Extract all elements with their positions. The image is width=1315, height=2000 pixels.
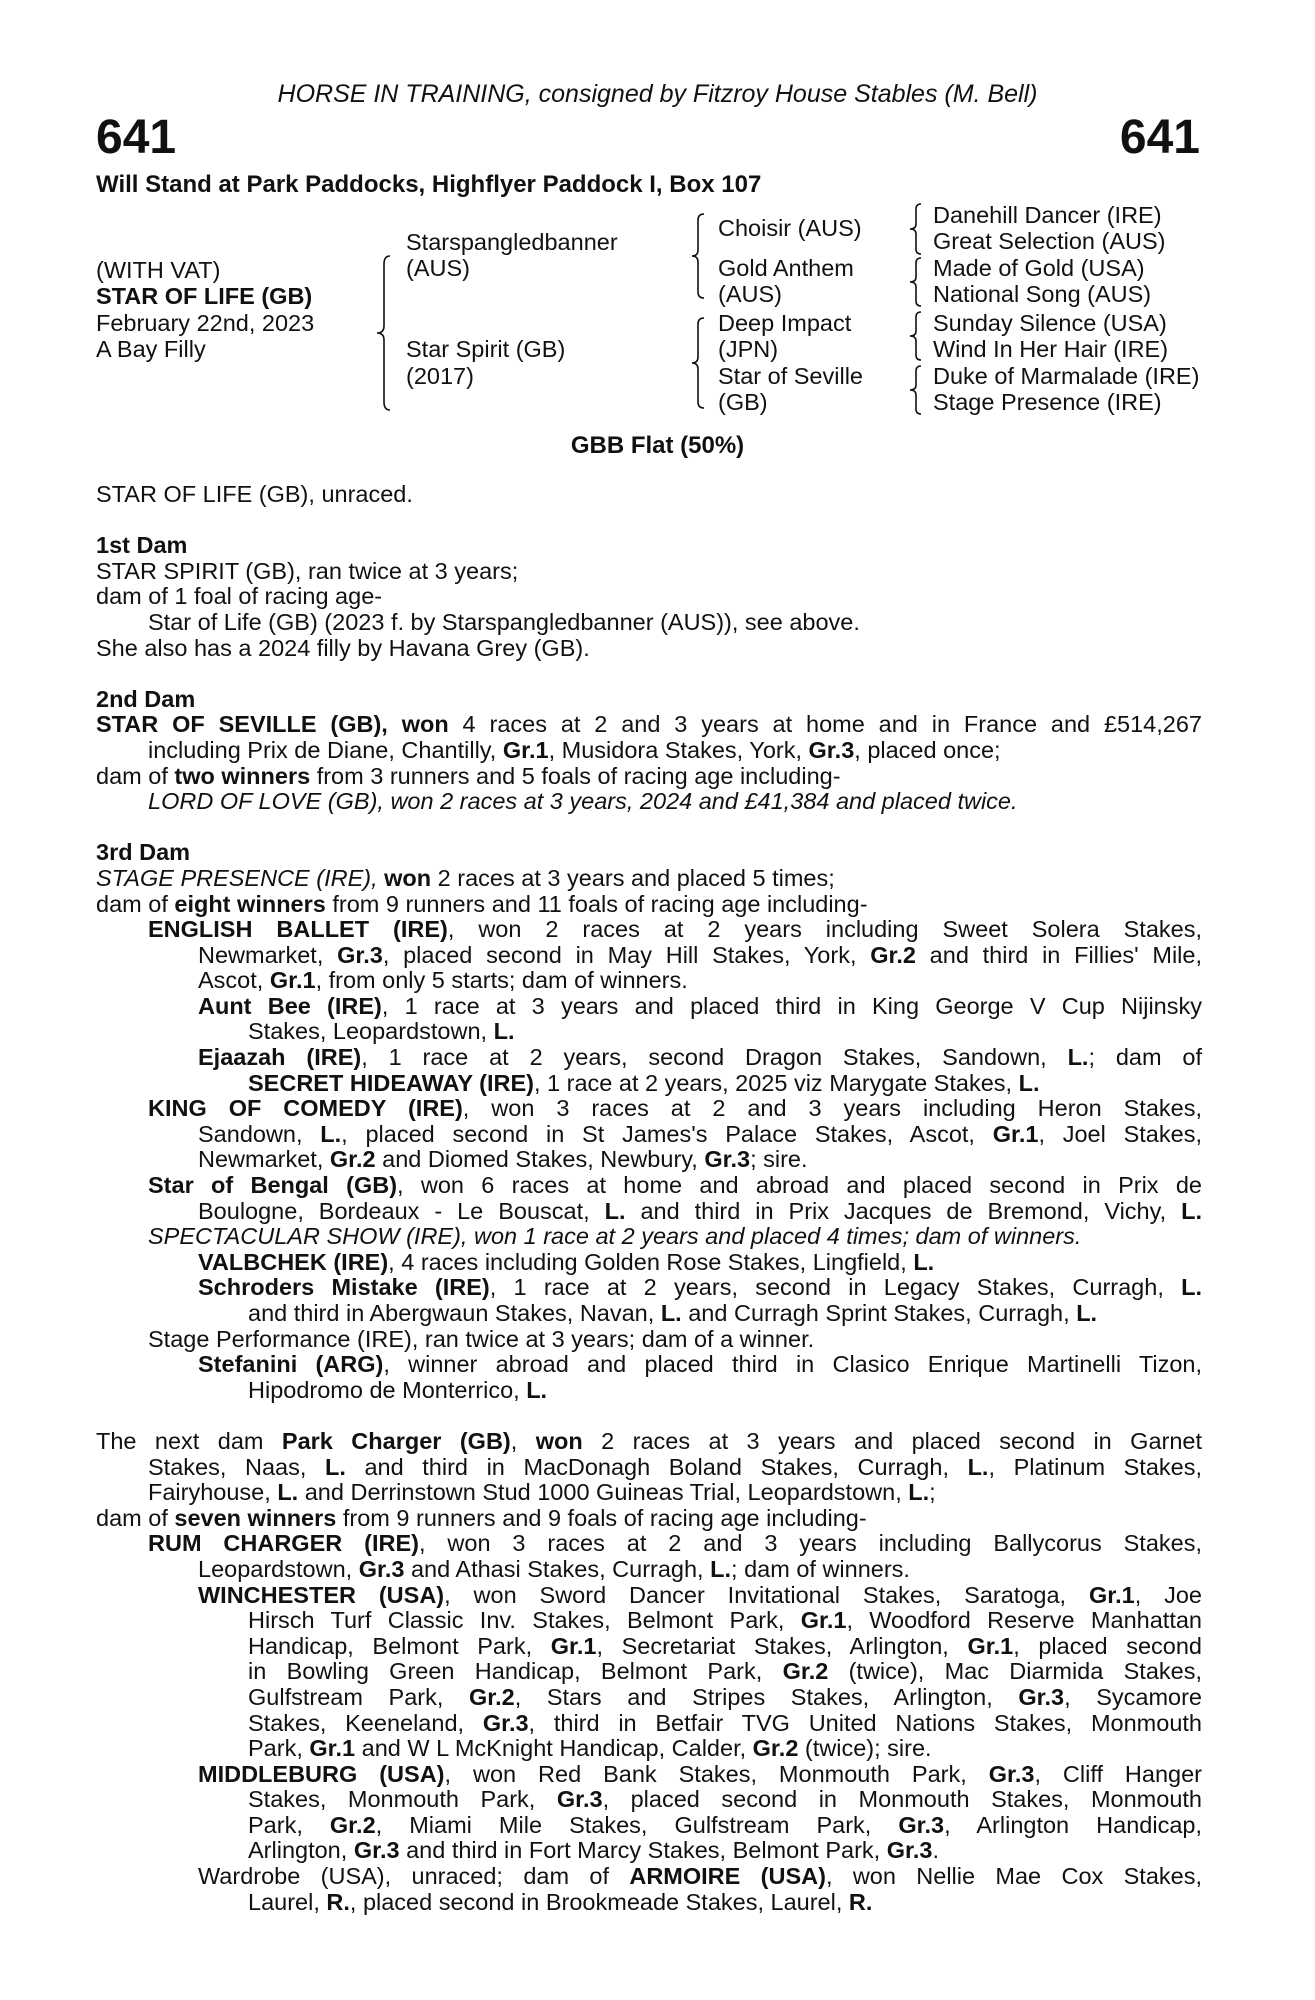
dam-name: Star Spirit (GB) <box>406 336 566 362</box>
king-of-comedy-line-1: KING OF COMEDY (IRE), won 3 races at 2 and 3 years including Heron Stakes, <box>148 1095 1202 1122</box>
lot-number-left: 641 <box>96 111 177 164</box>
great-granddam-4: Stage Presence (IRE) <box>933 389 1162 415</box>
pedigree-text <box>96 482 1202 1915</box>
english-ballet-line-2: Newmarket, Gr.3, placed second in May Hill Stakes, York, Gr.2 and third in Fillies' Mile, <box>198 941 1202 968</box>
vat-note: (WITH VAT) <box>96 257 221 283</box>
first-dam-heading: 1st Dam <box>96 532 188 559</box>
intro-line: STAR OF LIFE (GB), unraced. <box>96 481 413 507</box>
aunt-bee-line-1: Aunt Bee (IRE), 1 race at 3 years and placed third in King George V Cup Nijinsky <box>198 992 1203 1019</box>
horse-name: STAR OF LIFE (GB) <box>96 283 313 309</box>
star-of-bengal-line-1: Star of Bengal (GB), won 6 races at home and abroad and placed second in Prix de <box>148 1172 1202 1199</box>
winchester-line-7: Park, Gr.1 and W L McKnight Handicap, Calder, Gr.2 (twice); sire. <box>248 1735 932 1762</box>
great-grandsire-2: Made of Gold (USA) <box>933 255 1145 281</box>
rum-charger-line-2: Leopardstown, Gr.3 and Athasi Stakes, Curragh, L.; dam of winners. <box>198 1555 910 1582</box>
middleburg-line-4: Arlington, Gr.3 and third in Fort Marcy Stakes, Belmont Park, Gr.3. <box>248 1837 939 1864</box>
next-dam-line-2: Stakes, Naas, L. and third in MacDonagh Boland Stakes, Curragh, L., Platinum Stakes, <box>148 1453 1203 1480</box>
second-dam-heading: 2nd Dam <box>96 685 196 712</box>
winchester-line-4: in Bowling Green Handicap, Belmont Park, Gr.2 (twice), Mac Diarmida Stakes, <box>248 1658 1202 1685</box>
horse-description: A Bay Filly <box>96 336 206 362</box>
third-dam-heading: 3rd Dam <box>96 839 191 866</box>
first-dam-line-4: She also has a 2024 filly by Havana Grey (GB). <box>96 634 590 661</box>
great-granddam-2: National Song (AUS) <box>933 281 1152 307</box>
winchester-line-1: WINCHESTER (USA), won Sword Dancer Invitational Stakes, Saratoga, Gr.1, Joe <box>198 1581 1202 1608</box>
second-dam-line-3: dam of two winners from 3 runners and 5 foals of racing age including- <box>96 762 841 789</box>
pedigree-brace-g3-3 <box>906 310 926 362</box>
dam-dam-name: Star of Seville <box>718 363 863 389</box>
pedigree-brace-dam <box>688 316 710 410</box>
winchester-line-3: Handicap, Belmont Park, Gr.1, Secretariat Stakes, Arlington, Gr.1, placed second <box>248 1632 1202 1659</box>
next-dam-line-4: dam of seven winners from 9 runners and 9 foals of racing age including- <box>96 1504 867 1531</box>
sire-dam-name: Gold Anthem <box>718 255 854 281</box>
great-granddam-1: Great Selection (AUS) <box>933 228 1166 254</box>
english-ballet-line-1: ENGLISH BALLET (IRE), won 2 races at 2 years including Sweet Solera Stakes, <box>148 916 1202 943</box>
pedigree-brace-g3-1 <box>906 202 926 256</box>
ejaazah-line-1: Ejaazah (IRE), 1 race at 2 years, second Dragon Stakes, Sandown, L.; dam of <box>198 1044 1203 1071</box>
great-grandsire-4: Duke of Marmalade (IRE) <box>933 363 1200 389</box>
sire-dam-country: (AUS) <box>718 281 782 307</box>
second-dam-line-1: STAR OF SEVILLE (GB), won 4 races at 2 and 3 years at home and in France and £514,267 <box>96 711 1202 738</box>
lot-number-right: 641 <box>1119 111 1200 164</box>
great-granddam-3: Wind In Her Hair (IRE) <box>933 336 1169 362</box>
first-dam-line-1: STAR SPIRIT (GB), ran twice at 3 years; <box>96 557 519 584</box>
secret-hideaway-line: SECRET HIDEAWAY (IRE), 1 race at 2 years, 2025 viz Marygate Stakes, L. <box>248 1069 1040 1096</box>
star-of-bengal-line-2: Boulogne, Bordeaux - Le Bouscat, L. and third in Prix Jacques de Bremond, Vichy, L. <box>198 1197 1202 1224</box>
king-of-comedy-line-2: Sandown, L., placed second in St James's Palace Stakes, Ascot, Gr.1, Joel Stakes, <box>198 1120 1202 1147</box>
pedigree-brace-g3-2 <box>906 256 926 308</box>
second-dam-line-4: LORD OF LOVE (GB), won 2 races at 3 years, 2024 and £41,384 and placed twice. <box>148 788 1018 815</box>
aunt-bee-line-2: Stakes, Leopardstown, L. <box>248 1018 515 1045</box>
first-dam-line-3: Star of Life (GB) (2023 f. by Starspangledbanner (AUS)), see above. <box>148 608 860 635</box>
schroders-mistake-line-2: and third in Abergwaun Stakes, Navan, L. and Curragh Sprint Stakes, Curragh, L. <box>248 1300 1098 1326</box>
king-of-comedy-line-3: Newmarket, Gr.2 and Diomed Stakes, Newbury, Gr.3; sire. <box>198 1146 808 1173</box>
dam-sire-country: (JPN) <box>718 336 779 362</box>
winchester-line-2: Hirsch Turf Classic Inv. Stakes, Belmont Park, Gr.1, Woodford Reserve Manhattan <box>248 1607 1202 1634</box>
sire-sire: Choisir (AUS) <box>718 215 862 241</box>
wardrobe-line-2: Laurel, R., placed second in Brookmeade Stakes, Laurel, R. <box>248 1888 873 1915</box>
stefanini-line-1: Stefanini (ARG), winner abroad and placed third in Clasico Enrique Martinelli Tizon, <box>198 1351 1202 1378</box>
dam-sire-name: Deep Impact <box>718 310 852 336</box>
middleburg-line-1: MIDDLEBURG (USA), won Red Bank Stakes, Monmouth Park, Gr.3, Cliff Hanger <box>198 1760 1203 1787</box>
pedigree-brace-g3-4 <box>906 364 926 416</box>
third-dam-line-1: STAGE PRESENCE (IRE), won 2 races at 3 years and placed 5 times; <box>96 864 835 891</box>
rating: GBB Flat (50%) <box>570 432 745 459</box>
stand-location: Will Stand at Park Paddocks, Highflyer Paddock I, Box 107 <box>96 171 762 198</box>
foaling-date: February 22nd, 2023 <box>96 310 315 336</box>
schroders-mistake-line-1: Schroders Mistake (IRE), 1 race at 2 years, second in Legacy Stakes, Curragh, L. <box>198 1274 1202 1301</box>
second-dam-line-2: including Prix de Diane, Chantilly, Gr.1, Musidora Stakes, York, Gr.3, placed once; <box>148 736 1001 763</box>
winchester-line-6: Stakes, Keeneland, Gr.3, third in Betfair TVG United Nations Stakes, Monmouth <box>248 1709 1202 1736</box>
great-grandsire-1: Danehill Dancer (IRE) <box>933 202 1162 228</box>
next-dam-line-1: The next dam Park Charger (GB), won 2 races at 3 years and placed second in Garnet <box>96 1427 1203 1454</box>
dam-dam-country: (GB) <box>718 389 768 415</box>
third-dam-line-2: dam of eight winners from 9 runners and 11 foals of racing age including- <box>96 890 868 917</box>
sire-name: Starspangledbanner <box>406 229 618 255</box>
rum-charger-line-1: RUM CHARGER (IRE), won 3 races at 2 and 3 years including Ballycorus Stakes, <box>148 1530 1203 1557</box>
first-dam-line-2: dam of 1 foal of racing age- <box>96 583 383 610</box>
stefanini-line-2: Hipodromo de Monterrico, L. <box>248 1376 548 1403</box>
pedigree-brace-sire <box>688 212 710 300</box>
spectacular-show-line: SPECTACULAR SHOW (IRE), won 1 race at 2 years and placed 4 times; dam of winners. <box>148 1223 1082 1250</box>
sire-country: (AUS) <box>406 255 470 281</box>
stage-performance-line: Stage Performance (IRE), ran twice at 3 years; dam of a winner. <box>148 1325 815 1352</box>
dam-year: (2017) <box>406 363 474 389</box>
consignment-header: HORSE IN TRAINING, consigned by Fitzroy House Stables (M. Bell) <box>277 80 1038 108</box>
middleburg-line-2: Stakes, Monmouth Park, Gr.3, placed second in Monmouth Stakes, Monmouth <box>248 1786 1202 1813</box>
pedigree-brace-main <box>372 254 396 412</box>
middleburg-line-3: Park, Gr.2, Miami Mile Stakes, Gulfstream Park, Gr.3, Arlington Handicap, <box>248 1811 1202 1838</box>
english-ballet-line-3: Ascot, Gr.1, from only 5 starts; dam of winners. <box>198 967 688 994</box>
next-dam-line-3: Fairyhouse, L. and Derrinstown Stud 1000 Guineas Trial, Leopardstown, L.; <box>148 1479 936 1506</box>
valbchek-line: VALBCHEK (IRE), 4 races including Golden Rose Stakes, Lingfield, L. <box>198 1248 935 1275</box>
great-grandsire-3: Sunday Silence (USA) <box>933 310 1167 336</box>
wardrobe-line-1: Wardrobe (USA), unraced; dam of ARMOIRE (USA), won Nellie Mae Cox Stakes, <box>198 1863 1202 1890</box>
winchester-line-5: Gulfstream Park, Gr.2, Stars and Stripes Stakes, Arlington, Gr.3, Sycamore <box>248 1683 1203 1710</box>
